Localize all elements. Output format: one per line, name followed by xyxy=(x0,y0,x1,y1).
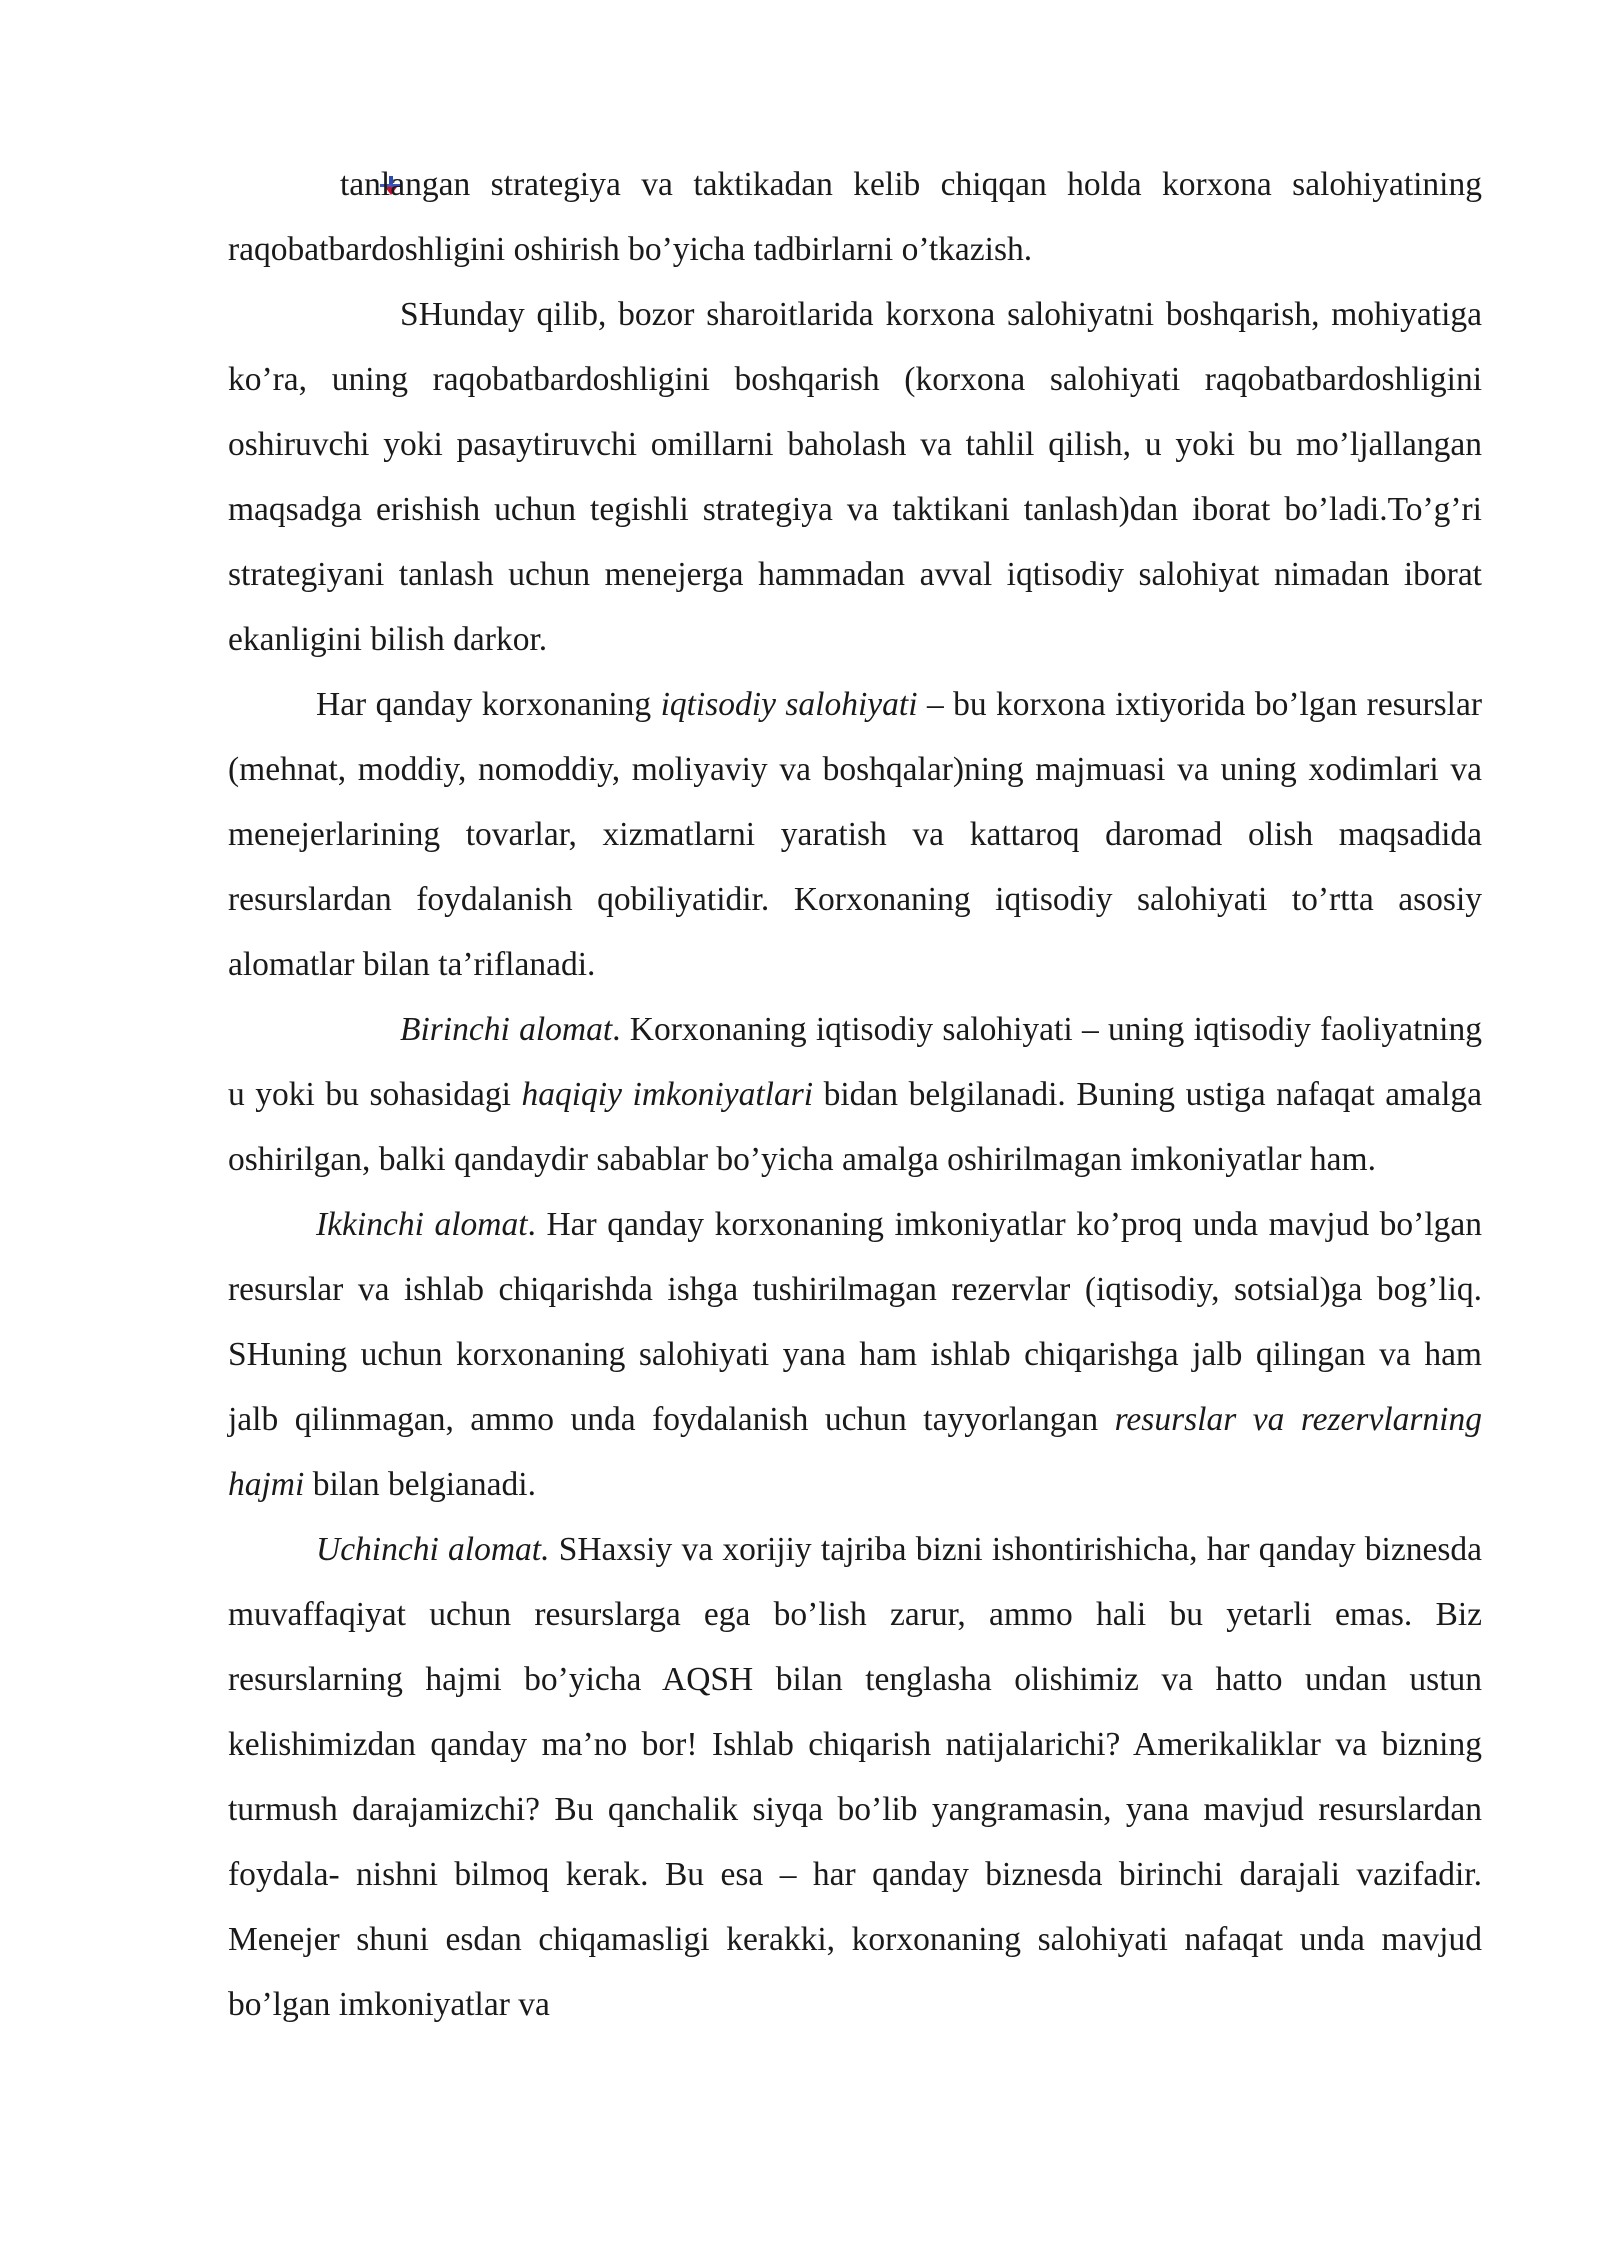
arrow-down-bullet-icon xyxy=(304,153,326,173)
third-sign-heading: Uchinchi alomat. xyxy=(316,1531,550,1568)
paragraph-second-sign xyxy=(228,1192,1482,1517)
bullet-item xyxy=(228,152,1482,282)
first-sign-heading: Birinchi alomat xyxy=(400,1011,613,1048)
paragraph-definition xyxy=(228,672,1482,997)
paragraph-strategy: SHunday qilib, bozor sharoitlarida korxona salohiyatni boshqarish, mohiyatiga ko’ra, uning raqobatbardoshligini boshqarish (korxona salohiyati raqobatbardoshligini oshiruvchi yoki pasaytiruvchi omillarni baholash va tahlil qilish, u yoki bu mo’ljallangan maqsadga erishish uchun tegishli strategiya va taktikani tanlash)dan iborat bo’ladi.To’g’ri strategiyani tanlash uchun menejerga hammadan avval iqtisodiy salohiyat nimadan iborat ekanligini bilish darkor. xyxy=(228,296,1482,658)
document-page xyxy=(228,152,1482,2037)
first-sign-term: haqiqiy imkoniyatlari xyxy=(521,1076,814,1113)
paragraph-definition-rest: – bu korxona ixtiyorida bo’lgan resurslar (mehnat, moddiy, nomoddiy, moliyaviy va boshqalar)ning majmuasi va uning xodimlari va menejerlarining tovarlar, xizmatlarni yaratish va kattaroq daromad olish maqsadida resurslardan foydalanish qobiliyatidir. Korxonaning iqtisodiy salohiyati to’rtta asosiy alomatlar bilan ta’riflanadi. xyxy=(228,686,1482,983)
first-sign-rest: bidan belgilanadi. Buning ustiga nafaqat amalga oshirilgan, balki qandaydir sabablar bo’yicha amalga oshirilmagan imkoniyatlar ham. xyxy=(228,1076,1483,1178)
paragraph-third-sign xyxy=(228,1517,1482,2037)
first-sign-lead: . Korxonaning iqtisodiy salohiyati – uning iqtisodiy faoliyatning u yoki bu sohasidagi xyxy=(228,1011,1482,1113)
bullet-item-text: tanlangan strategiya va taktikadan kelib chiqqan holda korxona salohiyatining raqobatbardoshligini oshirish bo’yicha tadbirlarni o’tkazish. xyxy=(228,166,1482,268)
paragraph-definition-lead: Har qanday korxonaning xyxy=(316,686,661,723)
second-sign-term: resurslar va rezervlarning hajmi xyxy=(228,1401,1482,1503)
second-sign-heading: Ikkinchi alomat xyxy=(316,1206,528,1243)
paragraph-definition-term: iqtisodiy salohiyati xyxy=(660,686,918,723)
paragraph-first-sign xyxy=(228,997,1482,1192)
second-sign-lead: . Har qanday korxonaning imkoniyatlar ko’proq unda mavjud bo’lgan resurslar va ishlab chiqarishda ishga tushirilmagan rezervlar (iqtisodiy, sotsial)ga bog’liq. SHuning uchun korxonaning salohiyati yana ham ishlab chiqarishga jalb qilingan va ham jalb qilinmagan, ammo unda foydalanish uchun tayyorlangan xyxy=(228,1206,1482,1438)
third-sign-rest: SHaxsiy va xorijiy tajriba bizni ishontirishicha, har qanday biznesda muvaffaqiyat uchun resurslarga ega bo’lish zarur, ammo hali bu yetarli emas. Biz resurslarning hajmi bo’yicha AQSH bilan tenglasha olishimiz va hatto undan ustun kelishimizdan qanday ma’no bor! Ishlab chiqarish natijalarichi? Amerikaliklar va bizning turmush darajamizchi? Bu qanchalik siyqa bo’lib yangramasin, yana mavjud resurslardan foydala- nishni bilmoq kerak. Bu esa – har qanday biznesda birinchi darajali vazifadir. Menejer shuni esdan chiqamasligi kerakki, korxonaning salohiyati nafaqat unda mavjud bo’lgan imkoniyatlar va xyxy=(228,1531,1482,2023)
second-sign-rest: bilan belgianadi. xyxy=(304,1466,536,1503)
